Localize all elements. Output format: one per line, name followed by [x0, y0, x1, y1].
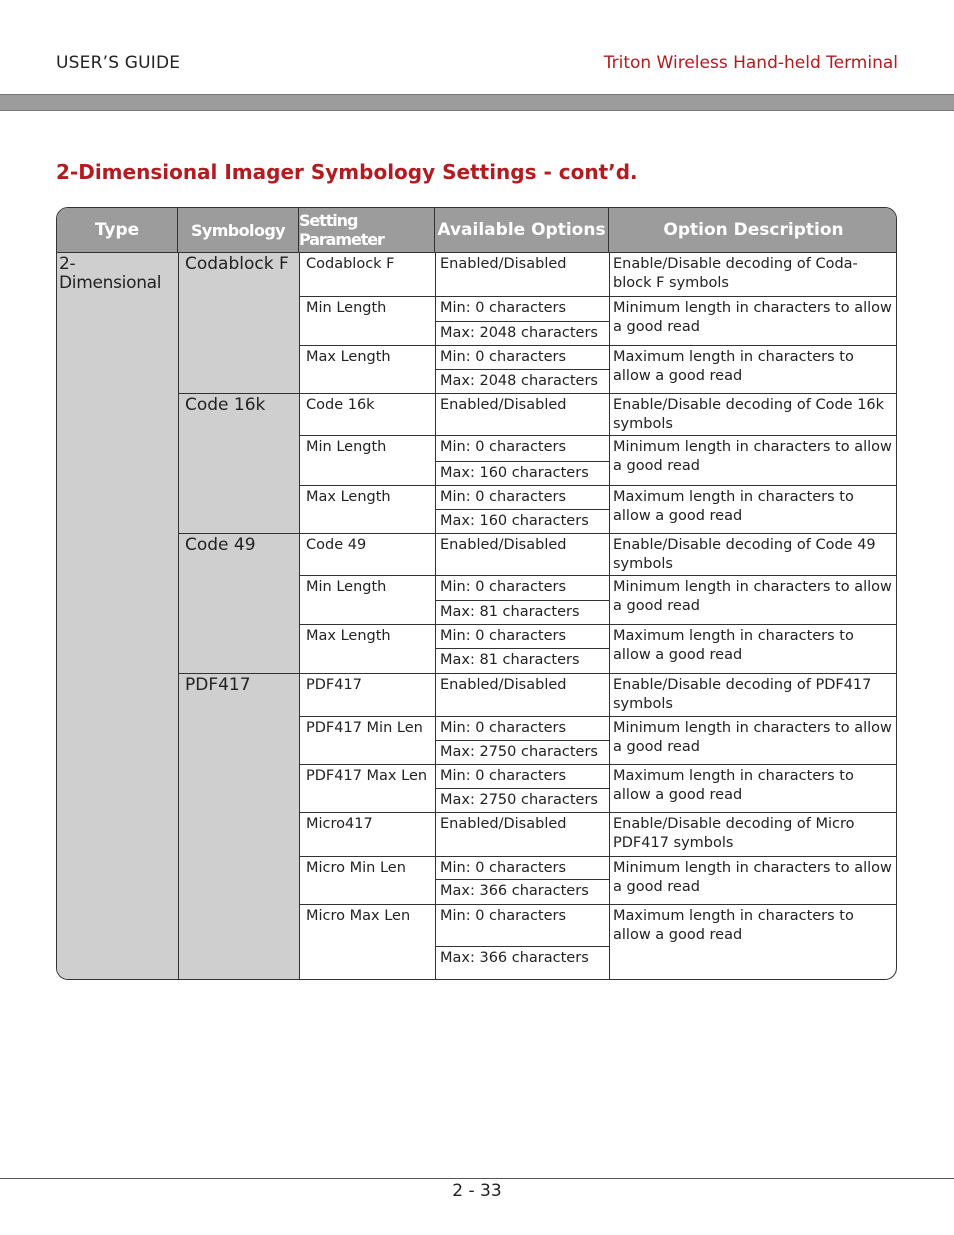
setting-parameter-cell: Micro Max Len [299, 904, 435, 980]
type-cell: 2-Dimensional [57, 253, 178, 980]
header-symbology: Symbology [178, 208, 299, 253]
option-max-cell: Max: 160 characters [435, 461, 609, 485]
header-setting-parameter: Setting Parameter [299, 208, 435, 253]
setting-parameter-cell: Micro Min Len [299, 856, 435, 904]
option-cell: Enabled/Disabled [435, 673, 609, 716]
option-min-cell: Min: 0 characters [435, 575, 609, 600]
header-guide-label: USER’S GUIDE [56, 53, 181, 73]
option-description-cell: Minimum length in characters to allow a good read [609, 435, 897, 485]
option-min-cell: Min: 0 characters [435, 904, 609, 946]
footer-rule [0, 1178, 954, 1179]
option-description-cell: Maximum length in characters to allow a good read [609, 624, 897, 673]
section-title: 2-Dimensional Imager Symbology Settings - cont’d. [56, 160, 638, 184]
setting-parameter-cell: Code 49 [299, 533, 435, 575]
option-min-cell: Min: 0 characters [435, 345, 609, 369]
option-description-cell: Maximum length in characters to allow a good read [609, 904, 897, 980]
option-max-cell: Max: 81 characters [435, 600, 609, 624]
option-description-cell: Enable/Disable decoding of Micro PDF417 symbols [609, 812, 897, 856]
option-description-cell: Enable/Disable decoding of Coda-block F symbols [609, 253, 897, 296]
setting-parameter-cell: PDF417 Max Len [299, 764, 435, 812]
option-max-cell: Max: 2750 characters [435, 788, 609, 812]
header-type: Type [57, 208, 178, 253]
setting-parameter-cell: Max Length [299, 485, 435, 533]
option-description-cell: Minimum length in characters to allow a good read [609, 296, 897, 345]
symbology-cell: Code 16k [178, 393, 299, 533]
symbology-cell: Codablock F [178, 253, 299, 393]
setting-parameter-cell: PDF417 Min Len [299, 716, 435, 764]
setting-parameter-cell: Min Length [299, 296, 435, 345]
option-max-cell: Max: 160 characters [435, 509, 609, 533]
setting-parameter-cell: Code 16k [299, 393, 435, 435]
option-max-cell: Max: 366 characters [435, 946, 609, 980]
setting-parameter-cell: Micro417 [299, 812, 435, 856]
option-max-cell: Max: 2048 characters [435, 321, 609, 345]
option-max-cell: Max: 2750 characters [435, 740, 609, 764]
option-min-cell: Min: 0 characters [435, 716, 609, 740]
header-bar [0, 94, 954, 111]
option-min-cell: Min: 0 characters [435, 764, 609, 788]
header-option-description: Option Description [609, 208, 897, 253]
setting-parameter-cell: Max Length [299, 624, 435, 673]
option-max-cell: Max: 2048 characters [435, 369, 609, 393]
option-description-cell: Enable/Disable decoding of Code 16k symbols [609, 393, 897, 435]
page-number: 2 - 33 [452, 1181, 502, 1201]
symbology-settings-table [56, 207, 897, 980]
option-description-cell: Enable/Disable decoding of Code 49 symbols [609, 533, 897, 575]
option-min-cell: Min: 0 characters [435, 435, 609, 461]
setting-parameter-cell: Max Length [299, 345, 435, 393]
setting-parameter-cell: Min Length [299, 575, 435, 624]
option-description-cell: Minimum length in characters to allow a good read [609, 575, 897, 624]
option-description-cell: Maximum length in characters to allow a good read [609, 485, 897, 533]
option-cell: Enabled/Disabled [435, 533, 609, 575]
option-cell: Enabled/Disabled [435, 393, 609, 435]
option-cell: Enabled/Disabled [435, 812, 609, 856]
option-description-cell: Maximum length in characters to allow a good read [609, 345, 897, 393]
option-min-cell: Min: 0 characters [435, 296, 609, 321]
header-available-options: Available Options [435, 208, 609, 253]
option-min-cell: Min: 0 characters [435, 856, 609, 879]
option-description-cell: Enable/Disable decoding of PDF417 symbols [609, 673, 897, 716]
setting-parameter-cell: Codablock F [299, 253, 435, 296]
option-description-cell: Minimum length in characters to allow a good read [609, 856, 897, 904]
setting-parameter-cell: Min Length [299, 435, 435, 485]
symbology-cell: Code 49 [178, 533, 299, 673]
option-max-cell: Max: 366 characters [435, 879, 609, 904]
option-min-cell: Min: 0 characters [435, 485, 609, 509]
option-min-cell: Min: 0 characters [435, 624, 609, 648]
option-description-cell: Minimum length in characters to allow a good read [609, 716, 897, 764]
header-product-name: Triton Wireless Hand-held Terminal [603, 53, 898, 73]
setting-parameter-cell: PDF417 [299, 673, 435, 716]
option-description-cell: Maximum length in characters to allow a good read [609, 764, 897, 812]
option-cell: Enabled/Disabled [435, 253, 609, 296]
option-max-cell: Max: 81 characters [435, 648, 609, 673]
symbology-cell: PDF417 [178, 673, 299, 980]
